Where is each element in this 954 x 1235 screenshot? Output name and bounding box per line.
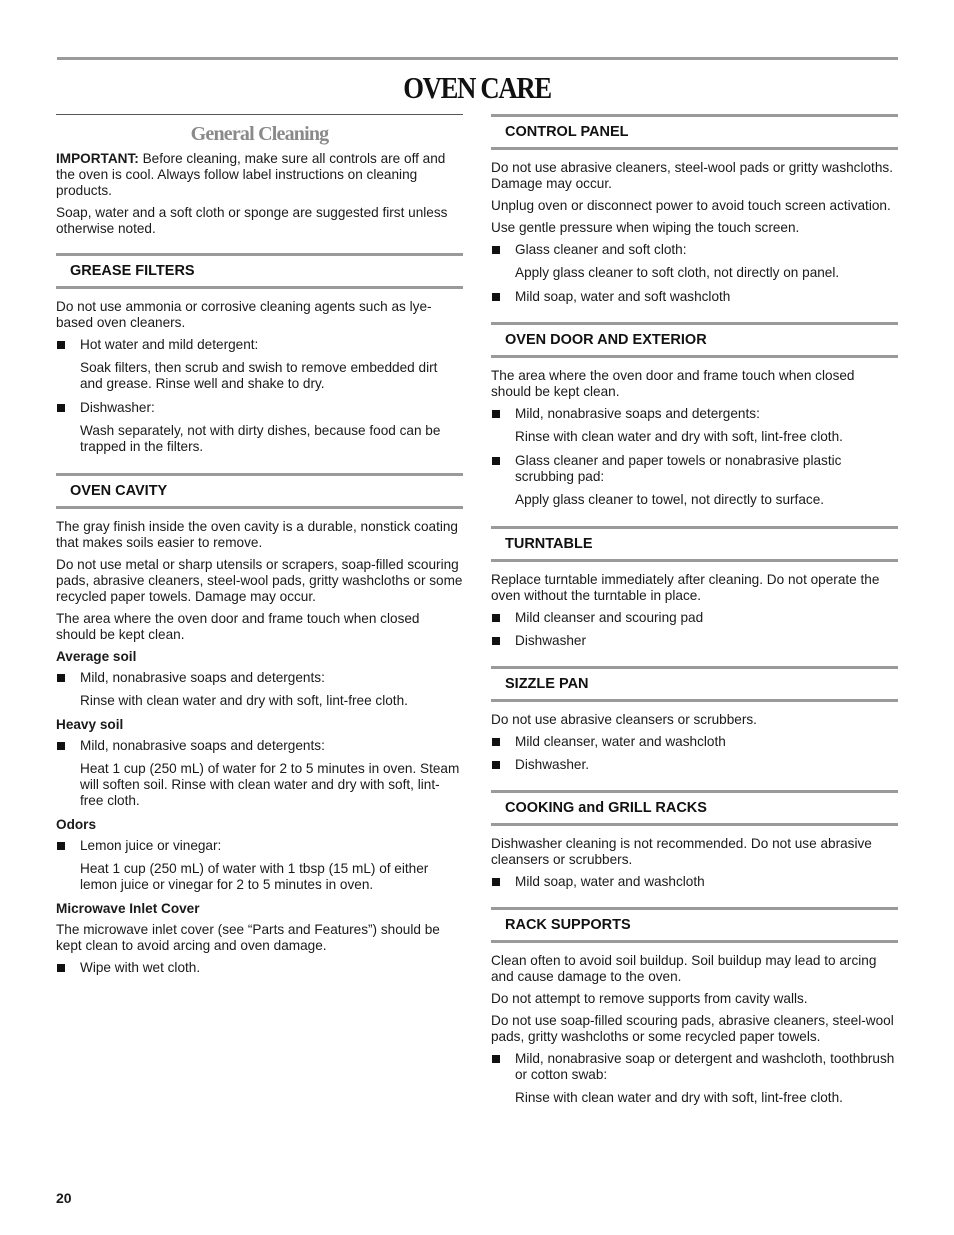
bullet-text: Wipe with wet cloth.	[80, 960, 201, 975]
bullet-square-icon	[57, 842, 65, 850]
bullet-text: Mild cleanser and scouring pad	[515, 610, 704, 625]
grease-filters-heading: GREASE FILTERS	[56, 253, 463, 289]
cavity-p3: The area where the oven door and frame touch when closed should be kept clean.	[56, 611, 420, 642]
oven-door-heading: OVEN DOOR AND EXTERIOR	[491, 322, 898, 358]
list-item	[491, 453, 898, 485]
racks-p1: Dishwasher cleaning is not recommended. Do not use abrasive cleansers or scrubbers.	[491, 836, 872, 867]
bullet-square-icon	[57, 341, 65, 349]
inlet-text: The microwave inlet cover (see “Parts and Features”) should be kept clean to avoid arcing and oven damage.	[56, 922, 440, 953]
bullet-text: Dishwasher:	[80, 400, 155, 415]
bullet-text: Mild soap, water and washcloth	[515, 874, 705, 889]
bullet-text: Dishwasher	[515, 633, 587, 648]
bullet-text: Mild, nonabrasive soaps and detergents:	[515, 406, 760, 421]
bullet-text: Lemon juice or vinegar:	[80, 838, 222, 853]
control-p2: Unplug oven or disconnect power to avoid touch screen activation.	[491, 198, 891, 213]
bullet-square-icon	[492, 1055, 500, 1063]
sizzle-p1: Do not use abrasive cleansers or scrubbers.	[491, 712, 757, 727]
bullet-detail: Apply glass cleaner to soft cloth, not directly on panel.	[515, 265, 840, 280]
inlet-cover-heading: Microwave Inlet Cover	[56, 901, 200, 916]
list-item	[491, 633, 898, 649]
door-p1: The area where the oven door and frame touch when closed should be kept clean.	[491, 368, 855, 399]
important-note	[56, 151, 463, 199]
cavity-p1: The gray finish inside the oven cavity is a durable, nonstick coating that makes soils easier to remove.	[56, 519, 458, 550]
control-panel-heading: CONTROL PANEL	[491, 114, 898, 150]
bullet-text: Hot water and mild detergent:	[80, 337, 259, 352]
average-soil-heading: Average soil	[56, 649, 137, 664]
bullet-detail: Wash separately, not with dirty dishes, because food can be trapped in the filters.	[80, 423, 441, 454]
bullet-detail: Soak filters, then scrub and swish to remove embedded dirt and grease. Rinse well and shake to dry.	[80, 360, 438, 391]
oven-cavity-heading: OVEN CAVITY	[56, 473, 463, 509]
list-item	[491, 874, 898, 890]
list-item	[56, 738, 463, 754]
bullet-detail: Heat 1 cup (250 mL) of water for 2 to 5 minutes in oven. Steam will soften soil. Rinse with clean water and dry with soft, lint-free cloth.	[80, 761, 460, 808]
grease-text: Do not use ammonia or corrosive cleaning agents such as lye-based oven cleaners.	[56, 299, 432, 330]
list-item	[491, 289, 898, 305]
bullet-detail: Rinse with clean water and dry with soft, lint-free cloth.	[515, 1090, 843, 1105]
bullet-detail: Rinse with clean water and dry with soft, lint-free cloth.	[515, 429, 843, 444]
bullet-detail: Rinse with clean water and dry with soft, lint-free cloth.	[80, 693, 408, 708]
bullet-text: Dishwasher.	[515, 757, 590, 772]
page-title: OVEN CARE	[403, 70, 551, 105]
bullet-square-icon	[492, 457, 500, 465]
bullet-square-icon	[57, 674, 65, 682]
bullet-square-icon	[492, 738, 500, 746]
page-number: 20	[56, 1190, 72, 1206]
bullet-text: Mild, nonabrasive soaps and detergents:	[80, 738, 325, 753]
bullet-square-icon	[492, 761, 500, 769]
bullet-square-icon	[57, 964, 65, 972]
left-column	[56, 114, 463, 983]
rack-supports-heading: RACK SUPPORTS	[491, 907, 898, 943]
list-item	[491, 734, 898, 750]
control-p3: Use gentle pressure when wiping the touch screen.	[491, 220, 800, 235]
list-item	[56, 670, 463, 686]
list-item	[56, 337, 463, 353]
racks-heading: COOKING and GRILL RACKS	[491, 790, 898, 826]
bullet-text: Mild cleanser, water and washcloth	[515, 734, 726, 749]
heavy-soil-heading: Heavy soil	[56, 717, 124, 732]
bullet-square-icon	[492, 246, 500, 254]
turntable-heading: TURNTABLE	[491, 526, 898, 562]
control-p1: Do not use abrasive cleaners, steel-wool pads or gritty washcloths. Damage may occur.	[491, 160, 893, 191]
list-item	[491, 610, 898, 626]
intro-paragraph: Soap, water and a soft cloth or sponge are suggested first unless otherwise noted.	[56, 205, 448, 236]
right-column	[491, 114, 898, 1114]
bullet-square-icon	[492, 410, 500, 418]
supports-p3: Do not use soap-filled scouring pads, abrasive cleaners, steel-wool pads, gritty washcloths or some recycled paper towels.	[491, 1013, 894, 1044]
odors-heading: Odors	[56, 817, 97, 832]
supports-p1: Clean often to avoid soil buildup. Soil buildup may lead to arcing and cause damage to the oven.	[491, 953, 877, 984]
bullet-text: Mild, nonabrasive soaps and detergents:	[80, 670, 325, 685]
section-rule	[56, 114, 463, 115]
important-text: Before cleaning, make sure all controls are off and the oven is cool. Always follow label instructions on cleaning products.	[56, 151, 446, 198]
bullet-text: Mild soap, water and soft washcloth	[515, 289, 731, 304]
section-title: General Cleaning	[190, 123, 329, 145]
bullet-text: Mild, nonabrasive soap or detergent and washcloth, toothbrush or cotton swab:	[515, 1051, 895, 1082]
bullet-detail: Apply glass cleaner to towel, not directly to surface.	[515, 492, 825, 507]
bullet-text: Glass cleaner and paper towels or nonabrasive plastic scrubbing pad:	[515, 453, 842, 484]
important-label: IMPORTANT:	[56, 151, 139, 166]
bullet-text: Glass cleaner and soft cloth:	[515, 242, 687, 257]
list-item	[491, 242, 898, 258]
bullet-square-icon	[57, 404, 65, 412]
turntable-p1: Replace turntable immediately after cleaning. Do not operate the oven without the turntable in place.	[491, 572, 880, 603]
bullet-square-icon	[492, 614, 500, 622]
list-item	[56, 400, 463, 416]
bullet-detail: Heat 1 cup (250 mL) of water with 1 tbsp (15 mL) of either lemon juice or vinegar for 2 to 5 minutes in oven.	[80, 861, 429, 892]
supports-p2: Do not attempt to remove supports from cavity walls.	[491, 991, 808, 1006]
bullet-square-icon	[492, 293, 500, 301]
list-item	[491, 757, 898, 773]
list-item	[491, 1051, 898, 1083]
cavity-p2: Do not use metal or sharp utensils or scrapers, soap-filled scouring pads, abrasive cleaners, steel-wool pads, gritty washcloths or some recycled paper towels. Damage may occur.	[56, 557, 463, 604]
bullet-square-icon	[492, 878, 500, 886]
bullet-square-icon	[492, 637, 500, 645]
sizzle-pan-heading: SIZZLE PAN	[491, 666, 898, 702]
top-rule	[57, 57, 898, 60]
bullet-square-icon	[57, 742, 65, 750]
list-item	[491, 406, 898, 422]
list-item	[56, 838, 463, 854]
list-item	[56, 960, 463, 976]
